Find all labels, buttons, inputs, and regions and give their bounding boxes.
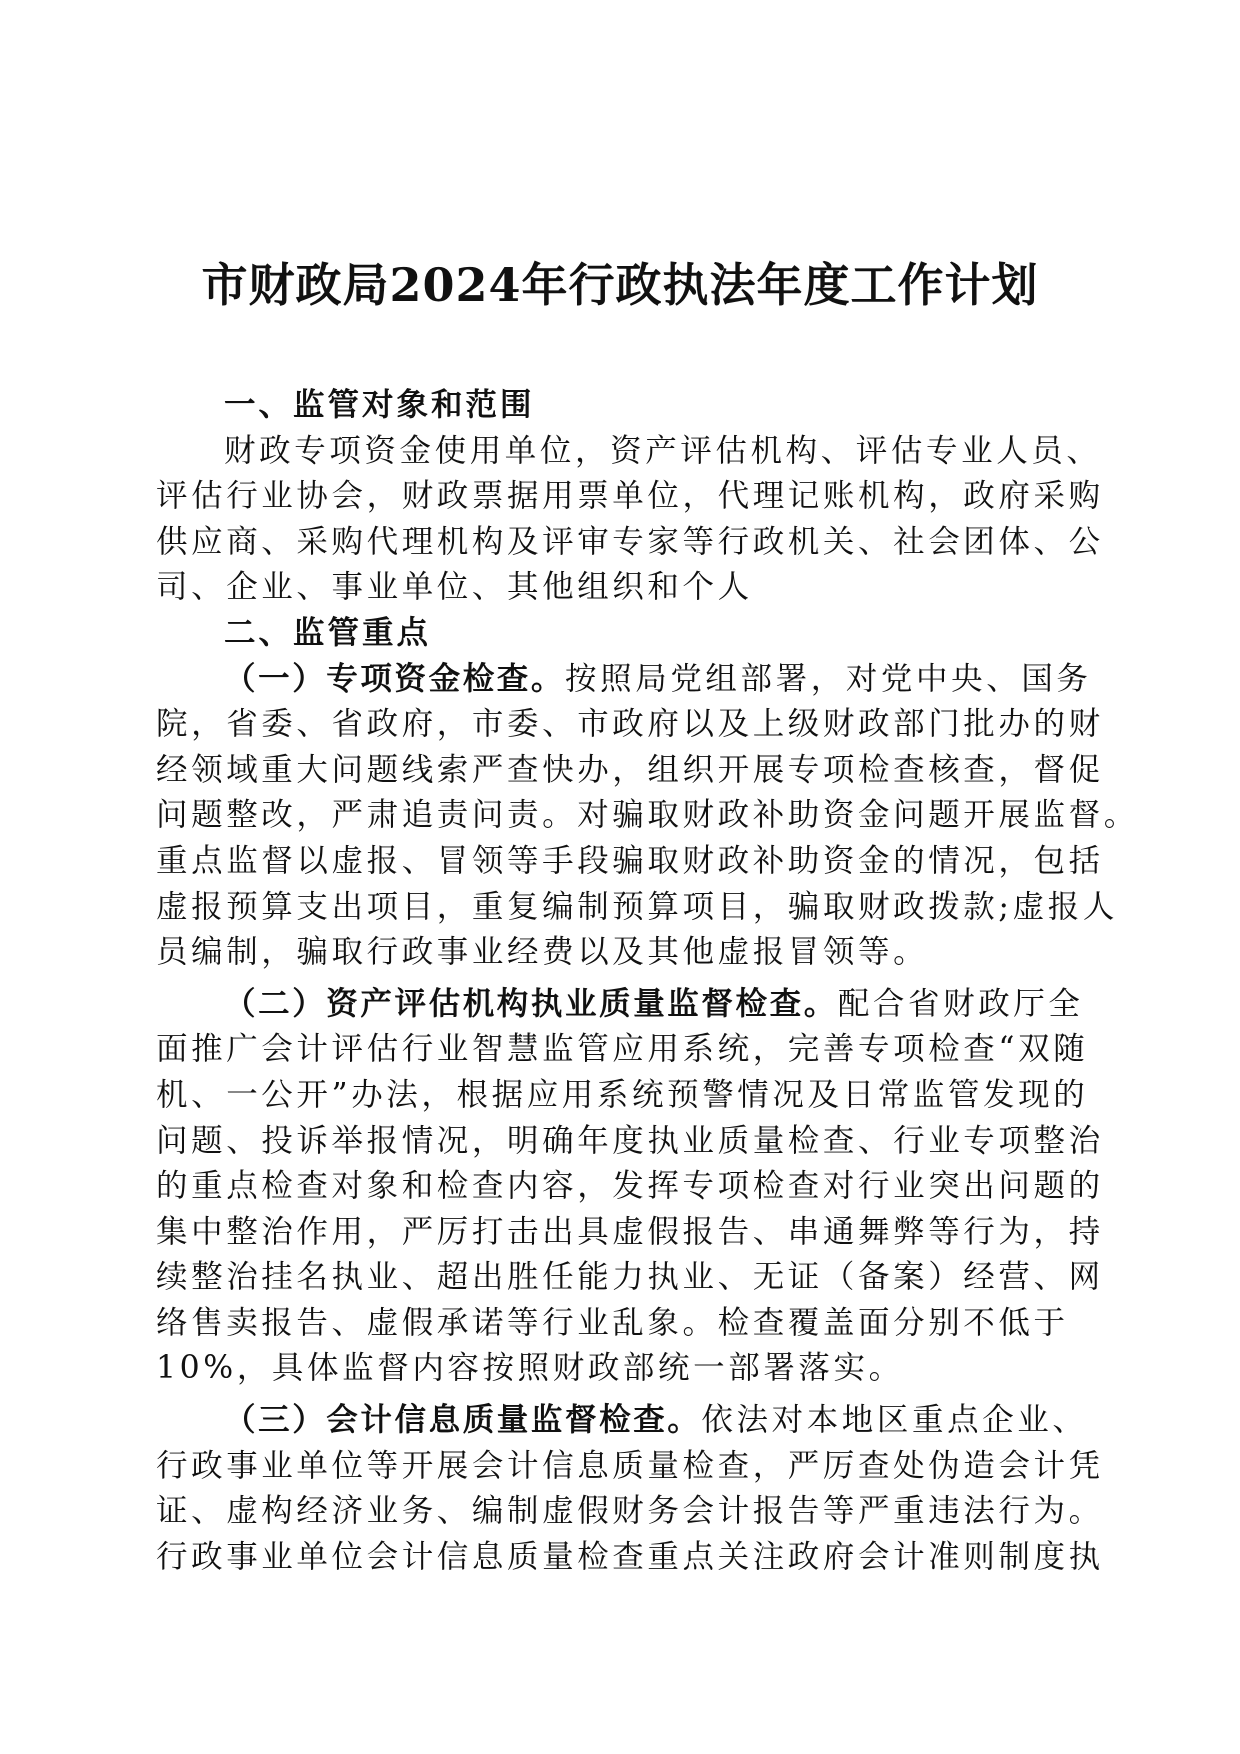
paragraph-line: 重点监督以虚报、冒领等手段骗取财政补助资金的情况，包括 [156, 842, 1104, 879]
paragraph-line [156, 1398, 1088, 1444]
paragraph-text: 按照局党组部署，对党中央、国务 [565, 660, 1092, 697]
paragraph-line [156, 657, 1092, 703]
paragraph-line: 机、一公开”办法，根据应用系统预警情况及日常监管发现的 [156, 1076, 1089, 1113]
subsection-heading-2: （二）资产评估机构执业质量监督检查。 [224, 985, 838, 1022]
paragraph-text: 配合省财政厅全 [837, 985, 1084, 1022]
paragraph-line: 10%，具体监督内容按照财政部统一部署落实。 [156, 1350, 904, 1387]
paragraph-line: 续整治挂名执业、超出胜任能力执业、无证（备案）经营、网 [156, 1259, 1104, 1296]
paragraph-line: 经领域重大问题线索严查快办，组织开展专项检查核查，督促 [156, 751, 1104, 788]
section-heading-2: 二、监管重点 [224, 614, 432, 651]
paragraph-line: 行政事业单位等开展会计信息质量检查，严厉查处伪造会计凭 [156, 1447, 1104, 1484]
paragraph-text: 依法对本地区重点企业、 [701, 1402, 1088, 1439]
paragraph-line: 财政专项资金使用单位，资产评估机构、评估专业人员、 [224, 432, 1102, 469]
paragraph-line: 络售卖报告、虚假承诺等行业乱象。检查覆盖面分别不低于 [156, 1304, 1069, 1341]
document-title: 市财政局2024年行政执法年度工作计划 [201, 258, 1039, 312]
paragraph-line: 司、企业、事业单位、其他组织和个人 [156, 569, 753, 606]
paragraph-line: 问题整改，严肃追责问责。对骗取财政补助资金问题开展监督。 [156, 797, 1139, 834]
paragraph-line [156, 982, 1084, 1028]
subsection-heading-3: （三）会计信息质量监督检查。 [224, 1402, 702, 1439]
paragraph-line: 集中整治作用，严厉打击出具虚假报告、串通舞弊等行为，持 [156, 1213, 1104, 1250]
paragraph-line: 评估行业协会，财政票据用票单位，代理记账机构，政府采购 [156, 478, 1104, 515]
paragraph-line: 的重点检查对象和检查内容，发挥专项检查对行业突出问题的 [156, 1168, 1104, 1205]
paragraph-line: 行政事业单位会计信息质量检查重点关注政府会计准则制度执 [156, 1538, 1104, 1575]
paragraph-line: 供应商、采购代理机构及评审专家等行政机关、社会团体、公 [156, 523, 1104, 560]
paragraph-line: 证、虚构经济业务、编制虚假财务会计报告等严重违法行为。 [156, 1493, 1104, 1530]
document-body [156, 383, 1139, 1580]
subsection-heading-1: （一）专项资金检查。 [224, 660, 566, 697]
section-heading-1: 一、监管对象和范围 [224, 387, 535, 423]
paragraph-line: 问题、投诉举报情况，明确年度执业质量检查、行业专项整治 [156, 1122, 1104, 1159]
paragraph-line: 员编制，骗取行政事业经费以及其他虚报冒领等。 [156, 934, 929, 971]
paragraph-line: 面推广会计评估行业智慧监管应用系统，完善专项检查“双随 [156, 1031, 1089, 1068]
paragraph-line: 虚报预算支出项目，重复编制预算项目，骗取财政拨款;虚报人 [156, 888, 1118, 925]
paragraph-line: 院，省委、省政府，市委、市政府以及上级财政部门批办的财 [156, 706, 1104, 743]
